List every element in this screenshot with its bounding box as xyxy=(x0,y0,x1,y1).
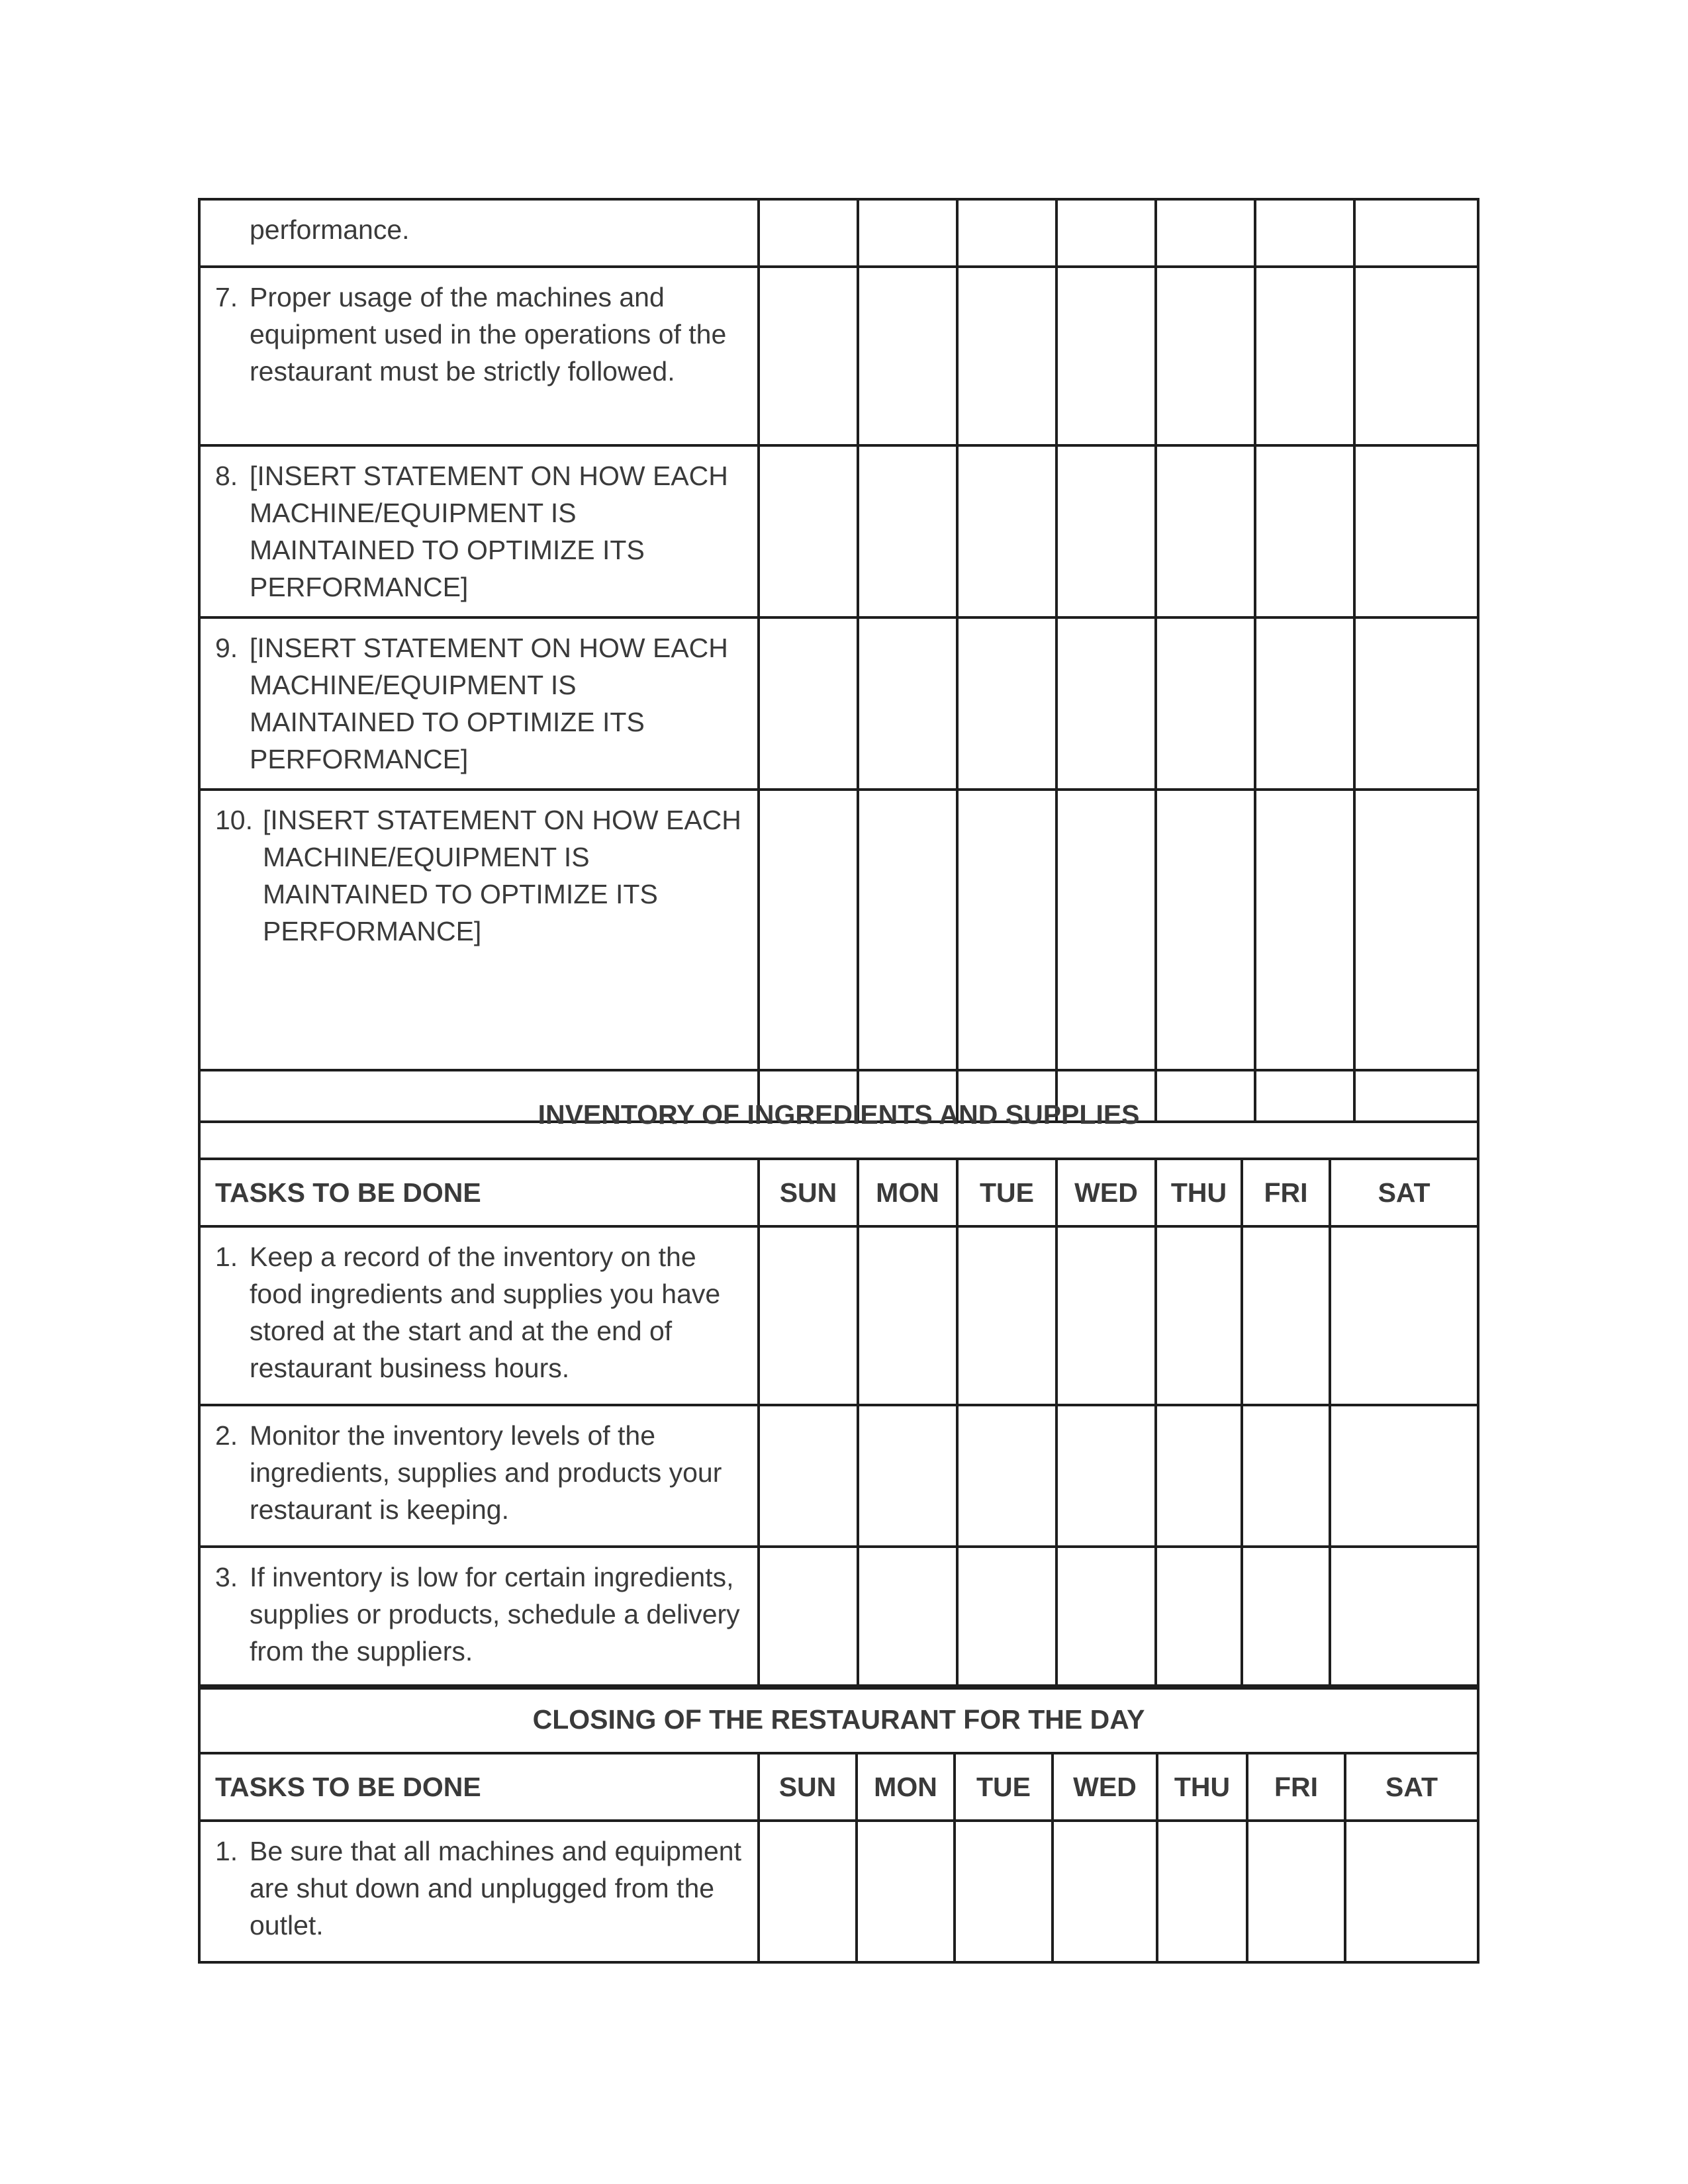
check-cell[interactable] xyxy=(759,199,858,267)
check-cell[interactable] xyxy=(1156,1405,1242,1547)
table-row xyxy=(199,1821,1478,1962)
section-title: INVENTORY OF INGREDIENTS AND SUPPLIES xyxy=(199,1070,1478,1159)
check-cell[interactable] xyxy=(1156,1226,1242,1405)
task-cell xyxy=(199,1226,759,1405)
check-cell[interactable] xyxy=(858,199,957,267)
check-cell[interactable] xyxy=(1156,445,1255,617)
check-cell[interactable] xyxy=(957,199,1056,267)
check-cell[interactable] xyxy=(858,617,957,790)
check-cell[interactable] xyxy=(1330,1226,1478,1405)
check-cell[interactable] xyxy=(957,617,1056,790)
item-number: 7. xyxy=(215,282,238,312)
check-cell[interactable] xyxy=(1345,1821,1478,1962)
item-text: [INSERT STATEMENT ON HOW EACH MACHINE/EQUIPMENT IS MAINTAINED TO OPTIMIZE ITS PERFORMANCE] xyxy=(263,805,741,946)
continuation-text: performance. xyxy=(250,214,410,245)
day-header: WED xyxy=(1053,1753,1157,1821)
check-cell[interactable] xyxy=(857,1821,955,1962)
check-cell[interactable] xyxy=(858,1405,957,1547)
task-cell xyxy=(199,267,759,445)
item-number: 1. xyxy=(215,1242,238,1272)
table-row xyxy=(199,1226,1478,1405)
check-cell[interactable] xyxy=(1156,1547,1242,1688)
check-cell[interactable] xyxy=(759,1226,858,1405)
table-row xyxy=(199,267,1478,445)
check-cell[interactable] xyxy=(759,1405,858,1547)
day-header: MON xyxy=(857,1753,955,1821)
day-header: FRI xyxy=(1247,1753,1345,1821)
check-cell[interactable] xyxy=(957,1226,1056,1405)
header-row xyxy=(199,1159,1478,1226)
check-cell[interactable] xyxy=(759,267,858,445)
item-number: 9. xyxy=(215,633,238,663)
day-header: MON xyxy=(858,1159,957,1226)
check-cell[interactable] xyxy=(1156,617,1255,790)
check-cell[interactable] xyxy=(759,1821,857,1962)
check-cell[interactable] xyxy=(858,445,957,617)
section-title: CLOSING OF THE RESTAURANT FOR THE DAY xyxy=(199,1686,1478,1753)
check-cell[interactable] xyxy=(759,617,858,790)
check-cell[interactable] xyxy=(1056,1405,1156,1547)
check-cell[interactable] xyxy=(1330,1547,1478,1688)
check-cell[interactable] xyxy=(1255,267,1354,445)
check-cell[interactable] xyxy=(957,1547,1056,1688)
check-cell[interactable] xyxy=(1156,199,1255,267)
day-header: SUN xyxy=(759,1159,858,1226)
day-header: TUE xyxy=(957,1159,1056,1226)
check-cell[interactable] xyxy=(955,1821,1053,1962)
section-title-row xyxy=(199,1686,1478,1753)
item-text: Proper usage of the machines and equipment used in the operations of the restaurant must be strictly followed. xyxy=(250,282,727,387)
day-header: TUE xyxy=(955,1753,1053,1821)
check-cell[interactable] xyxy=(1156,267,1255,445)
item-number: 3. xyxy=(215,1562,238,1592)
check-cell[interactable] xyxy=(1056,199,1156,267)
task-cell xyxy=(199,617,759,790)
closing-table xyxy=(198,1684,1479,1964)
check-cell[interactable] xyxy=(957,1405,1056,1547)
tasks-header: TASKS TO BE DONE xyxy=(199,1753,759,1821)
tasks-header: TASKS TO BE DONE xyxy=(199,1159,759,1226)
item-number: 2. xyxy=(215,1420,238,1451)
header-row xyxy=(199,1753,1478,1821)
task-cell xyxy=(199,1821,759,1962)
check-cell[interactable] xyxy=(1247,1821,1345,1962)
table-row xyxy=(199,445,1478,617)
section-title-row xyxy=(199,1070,1478,1159)
check-cell[interactable] xyxy=(1354,267,1478,445)
check-cell[interactable] xyxy=(759,1547,858,1688)
check-cell[interactable] xyxy=(1056,617,1156,790)
day-header: SAT xyxy=(1345,1753,1478,1821)
check-cell[interactable] xyxy=(858,1547,957,1688)
check-cell[interactable] xyxy=(1056,1547,1156,1688)
day-header: SUN xyxy=(759,1753,857,1821)
check-cell[interactable] xyxy=(1255,617,1354,790)
check-cell[interactable] xyxy=(1255,445,1354,617)
day-header: SAT xyxy=(1330,1159,1478,1226)
check-cell[interactable] xyxy=(1354,199,1478,267)
item-number: 1. xyxy=(215,1836,238,1866)
table-row xyxy=(199,199,1478,267)
check-cell[interactable] xyxy=(1354,445,1478,617)
check-cell[interactable] xyxy=(759,445,858,617)
item-text: Keep a record of the inventory on the food ingredients and supplies you have stored at the start and at the end of restaurant business hours. xyxy=(250,1242,721,1383)
day-header: WED xyxy=(1056,1159,1156,1226)
day-header: FRI xyxy=(1242,1159,1330,1226)
table-row xyxy=(199,617,1478,790)
table-row xyxy=(199,1547,1478,1688)
item-text: [INSERT STATEMENT ON HOW EACH MACHINE/EQUIPMENT IS MAINTAINED TO OPTIMIZE ITS PERFORMANCE] xyxy=(250,461,728,602)
item-text: [INSERT STATEMENT ON HOW EACH MACHINE/EQUIPMENT IS MAINTAINED TO OPTIMIZE ITS PERFORMANCE] xyxy=(250,633,728,774)
task-cell xyxy=(199,445,759,617)
check-cell[interactable] xyxy=(1056,1226,1156,1405)
check-cell[interactable] xyxy=(1354,617,1478,790)
check-cell[interactable] xyxy=(1242,1405,1330,1547)
machines-table xyxy=(198,198,1479,1123)
check-cell[interactable] xyxy=(957,445,1056,617)
check-cell[interactable] xyxy=(1255,199,1354,267)
check-cell[interactable] xyxy=(1056,445,1156,617)
check-cell[interactable] xyxy=(1242,1547,1330,1688)
task-cell xyxy=(199,1405,759,1547)
item-number: 10. xyxy=(215,805,253,835)
table-row xyxy=(199,1405,1478,1547)
item-text: If inventory is low for certain ingredients, supplies or products, schedule a delivery from the suppliers. xyxy=(250,1562,740,1666)
check-cell[interactable] xyxy=(1157,1821,1247,1962)
check-cell[interactable] xyxy=(1056,267,1156,445)
check-cell[interactable] xyxy=(1053,1821,1157,1962)
check-cell[interactable] xyxy=(858,267,957,445)
check-cell[interactable] xyxy=(1242,1226,1330,1405)
item-text: Be sure that all machines and equipment are shut down and unplugged from the outlet. xyxy=(250,1836,742,1940)
check-cell[interactable] xyxy=(957,267,1056,445)
day-header: THU xyxy=(1157,1753,1247,1821)
day-header: THU xyxy=(1156,1159,1242,1226)
item-number: 8. xyxy=(215,461,238,491)
task-cell xyxy=(199,1547,759,1688)
check-cell[interactable] xyxy=(1330,1405,1478,1547)
item-text: Monitor the inventory levels of the ingredients, supplies and products your restaurant is keeping. xyxy=(250,1420,722,1525)
inventory-table xyxy=(198,1069,1479,1690)
task-cell xyxy=(199,199,759,267)
check-cell[interactable] xyxy=(858,1226,957,1405)
